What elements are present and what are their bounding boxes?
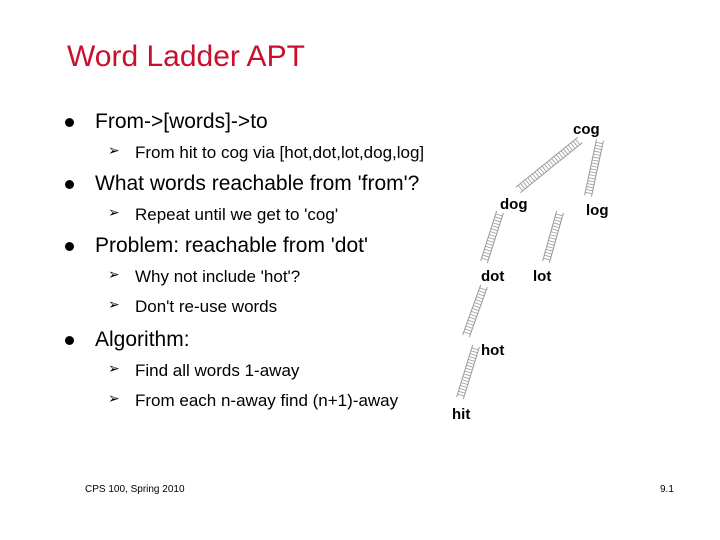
- bullet-text: From->[words]->to: [95, 110, 268, 133]
- sub-bullet-text: From each n-away find (n+1)-away: [135, 391, 399, 410]
- word-cog: cog: [573, 121, 600, 138]
- footer-course: CPS 100, Spring 2010: [85, 484, 185, 495]
- bullet-text: What words reachable from 'from'?: [95, 172, 420, 195]
- word-hit: hit: [452, 406, 471, 423]
- sub-bullet-text: Repeat until we get to 'cog': [135, 205, 339, 224]
- ladder-dog-cog: [516, 137, 582, 192]
- arrow-bullet-icon: ➢: [108, 267, 120, 283]
- sub-bullet-text: Don't re-use words: [135, 297, 278, 316]
- ladder-hit-hot: [457, 345, 480, 399]
- bullet-text: Algorithm:: [95, 328, 190, 351]
- ladder-dot-dog: [481, 211, 504, 263]
- sub-bullet-text: Why not include 'hot'?: [135, 267, 301, 286]
- word-dog: dog: [500, 196, 528, 213]
- slide-title: Word Ladder APT: [67, 40, 305, 73]
- ladder-log-cog: [585, 139, 604, 196]
- bullet-text: Problem: reachable from 'dot': [95, 234, 368, 257]
- word-dot: dot: [481, 268, 505, 285]
- word-log: log: [586, 202, 609, 219]
- ladder-lot-log: [543, 211, 564, 263]
- ladder-hot-dot: [463, 285, 488, 337]
- word-lot: lot: [533, 268, 552, 285]
- arrow-bullet-icon: ➢: [108, 205, 120, 221]
- arrow-bullet-icon: ➢: [108, 297, 120, 313]
- sub-bullet-text: Find all words 1-away: [135, 361, 300, 380]
- arrow-bullet-icon: ➢: [108, 361, 120, 377]
- sub-bullet-text: From hit to cog via [hot,dot,lot,dog,log]: [135, 143, 425, 162]
- arrow-bullet-icon: ➢: [108, 143, 120, 159]
- footer-page-number: 9.1: [660, 484, 674, 495]
- ladder-rungs: [457, 137, 604, 399]
- word-hot: hot: [481, 342, 505, 359]
- arrow-bullet-icon: ➢: [108, 391, 120, 407]
